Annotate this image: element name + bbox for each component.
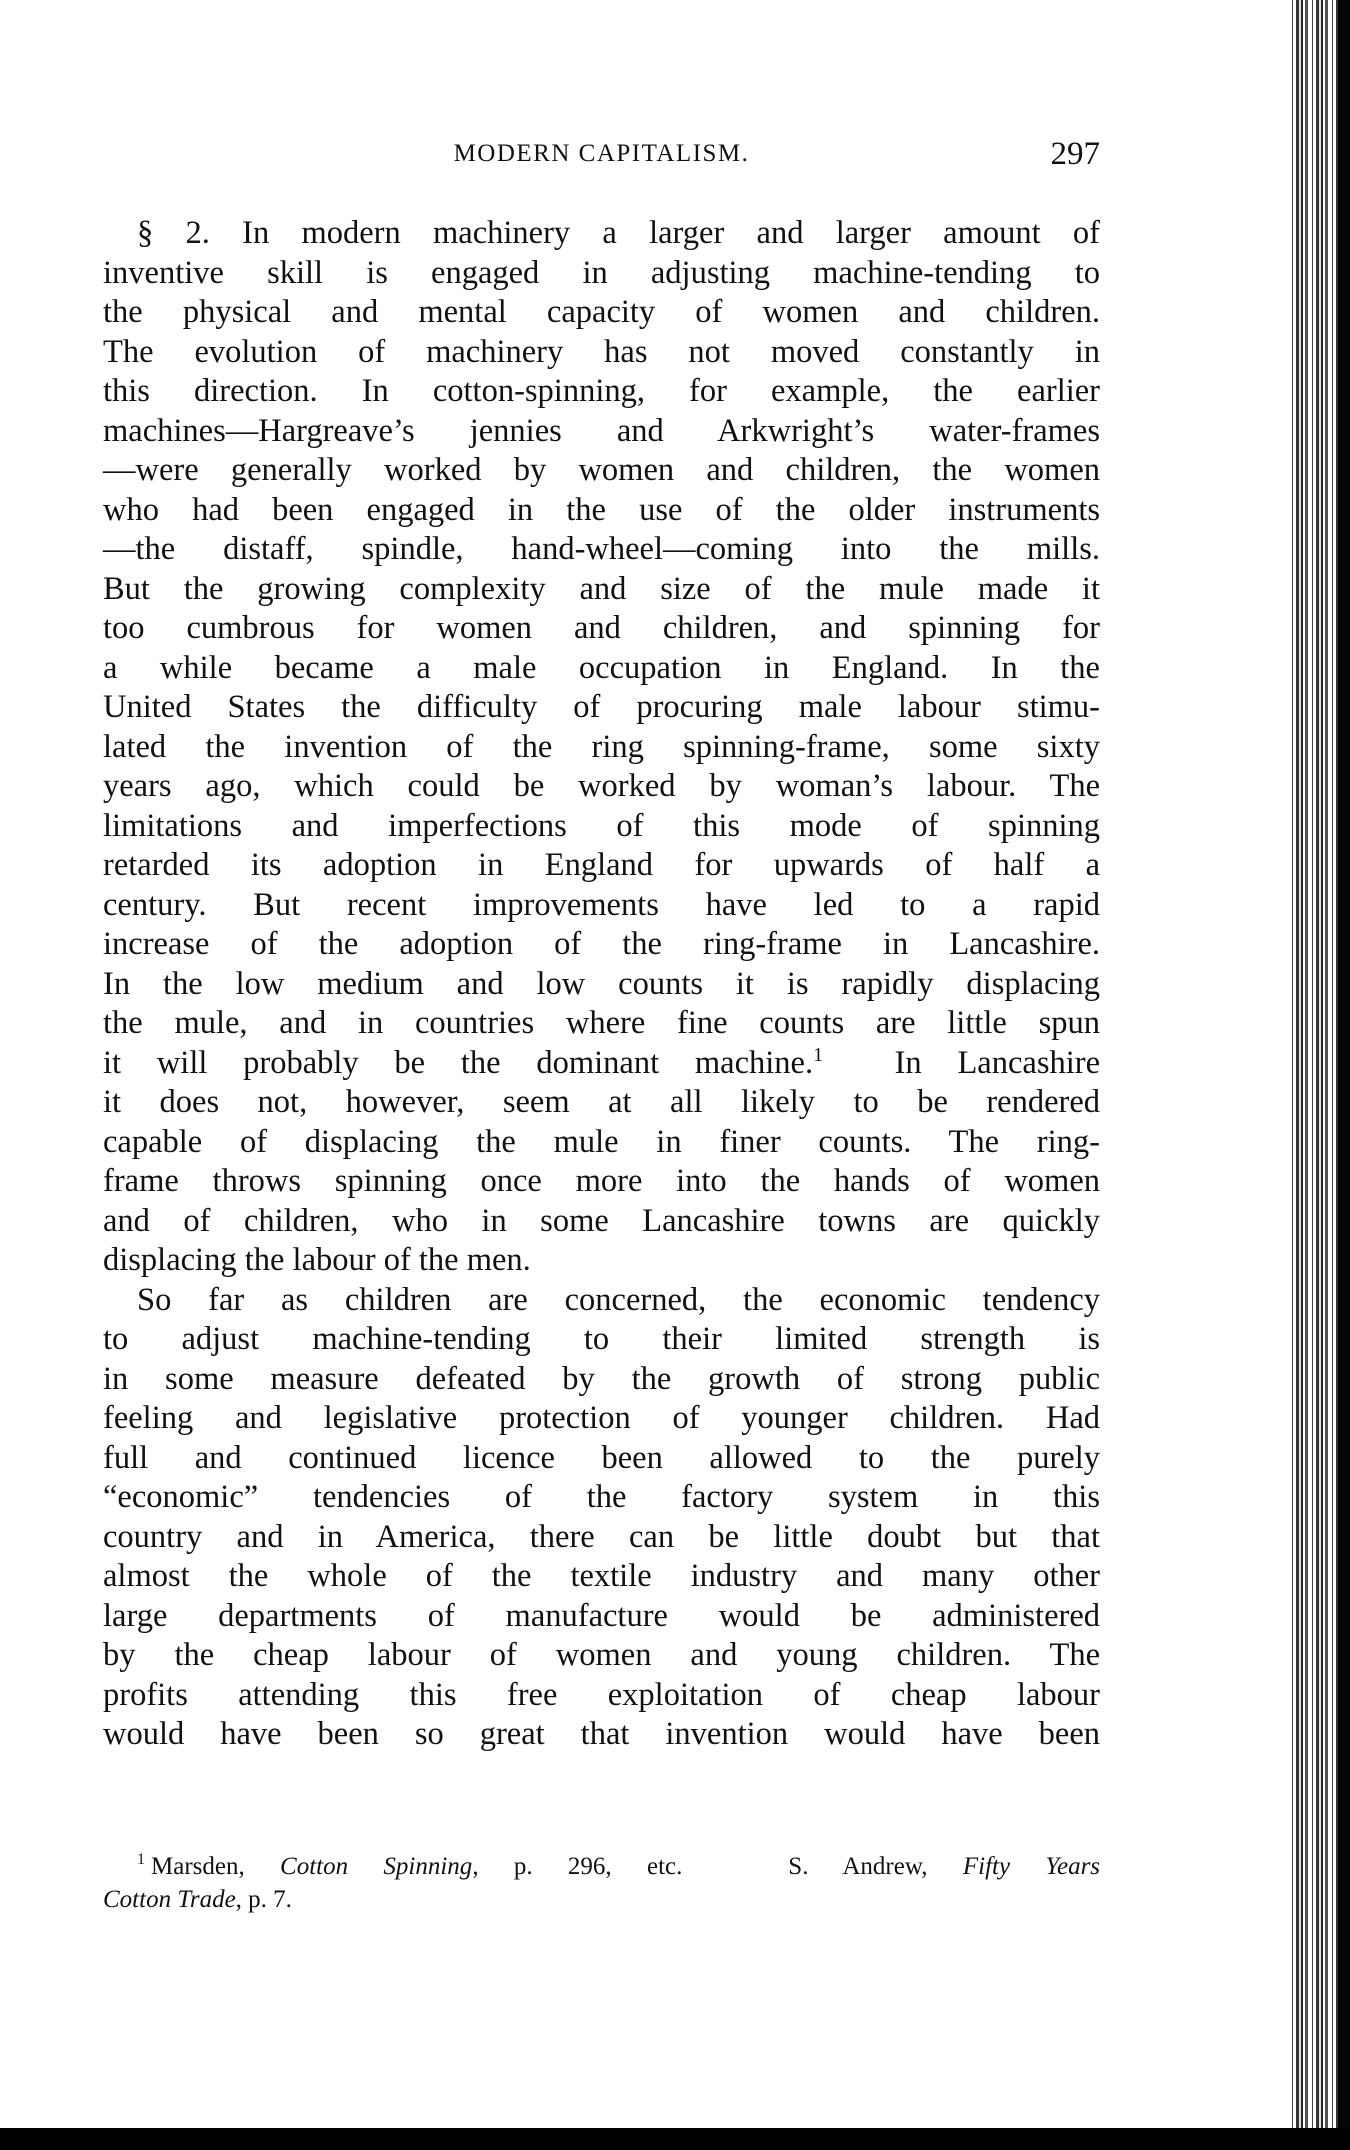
text-line: a while became a male occupation in England. In the <box>103 649 1100 686</box>
text-line: country and in America, there can be little doubt but that <box>103 1518 1100 1555</box>
text-line: by the cheap labour of women and young children. The <box>103 1637 1100 1673</box>
text-line: So far as children are concerned, the economic tendency <box>137 1281 1100 1318</box>
text-line: century. But recent improvements have led to a rapid <box>103 886 1100 923</box>
footnote-title: Cotton Spinning <box>280 1853 473 1880</box>
text-line: machines—Hargreave’s jennies and Arkwright’s water-frames <box>103 412 1100 449</box>
text-line: frame throws spinning once more into the hands of women <box>103 1163 1100 1199</box>
text-line: full and continued licence been allowed to the purely <box>103 1439 1100 1476</box>
text-line: § 2. In modern machinery a larger and larger amount of <box>137 215 1100 251</box>
text-line: The evolution of machinery has not moved constantly in <box>103 333 1100 370</box>
page-edge-shadow <box>1338 0 1350 2150</box>
running-header <box>103 136 1100 176</box>
text-line: too cumbrous for women and children, and spinning for <box>103 610 1100 646</box>
footnote-line <box>103 1883 1100 1916</box>
text-line: and of children, who in some Lancashire towns are quickly <box>103 1202 1100 1239</box>
text-line: profits attending this free exploitation of cheap labour <box>103 1676 1100 1713</box>
text-line: United States the difficulty of procuring male labour stimu- <box>103 689 1100 725</box>
text-line: —the distaff, spindle, hand-wheel—coming into the mills. <box>103 531 1100 567</box>
page-number: 297 <box>1050 136 1100 172</box>
text-segment: it will probably be the dominant machine. <box>103 1044 814 1081</box>
text-line: feeling and legislative protection of younger children. Had <box>103 1400 1100 1436</box>
footnote-ref: , p. 7. <box>235 1886 292 1913</box>
footnote-reference[interactable]: 1 <box>813 1043 824 1066</box>
text-line: capable of displacing the mule in finer counts. The ring- <box>103 1123 1100 1160</box>
text-line: the physical and mental capacity of women and children. <box>103 294 1100 330</box>
text-line: lated the invention of the ring spinning-frame, some sixty <box>103 728 1100 765</box>
text-line: limitations and imperfections of this mode of spinning <box>103 807 1100 844</box>
running-title: MODERN CAPITALISM. <box>453 140 750 167</box>
footnote-line <box>103 1850 1100 1883</box>
footnote-title: Fifty Years <box>962 1853 1101 1880</box>
text-line: increase of the adoption of the ring-frame in Lancashire. <box>103 926 1100 962</box>
text-line: displacing the labour of the men. <box>103 1242 531 1278</box>
text-line: it does not, however, seem at all likely to be rendered <box>103 1084 1100 1120</box>
text-line: In the low medium and low counts it is rapidly displacing <box>103 965 1100 1002</box>
text-line: almost the whole of the textile industry and many other <box>103 1558 1100 1594</box>
text-line: the mule, and in countries where fine counts are little spun <box>103 1005 1100 1041</box>
text-segment <box>823 1045 895 1081</box>
text-line: retarded its adoption in England for upwards of half a <box>103 847 1100 883</box>
text-line: large departments of manufacture would be administered <box>103 1597 1100 1634</box>
footnotes <box>103 1850 1100 1916</box>
body-text <box>103 214 1100 1755</box>
text-line: who had been engaged in the use of the older instruments <box>103 491 1100 528</box>
text-line: —were generally worked by women and children, the women <box>103 452 1100 488</box>
footnote-author: Marsden, <box>151 1853 245 1880</box>
text-line: in some measure defeated by the growth of strong public <box>103 1360 1100 1397</box>
scan-bottom-border <box>0 2128 1350 2150</box>
text-line: “economic” tendencies of the factory system in this <box>103 1479 1100 1515</box>
footnote-ref: , p. 296, etc. <box>472 1853 683 1880</box>
text-line-with-footnote <box>103 1044 1100 1084</box>
footnote-mark: 1 <box>137 1851 145 1868</box>
text-line: inventive skill is engaged in adjusting machine-tending to <box>103 254 1100 291</box>
footnote-title: Cotton Trade <box>103 1886 236 1913</box>
text-segment: In Lancashire <box>894 1044 1100 1081</box>
text-line: would have been so great that invention would have been <box>103 1716 1100 1752</box>
footnote-author: S. Andrew, <box>788 1853 928 1880</box>
text-line: But the growing complexity and size of the mule made it <box>103 570 1100 607</box>
text-line: years ago, which could be worked by woman’s labour. The <box>103 768 1100 804</box>
text-line: this direction. In cotton-spinning, for example, the earlier <box>103 373 1100 409</box>
text-line: to adjust machine-tending to their limited strength is <box>103 1321 1100 1357</box>
